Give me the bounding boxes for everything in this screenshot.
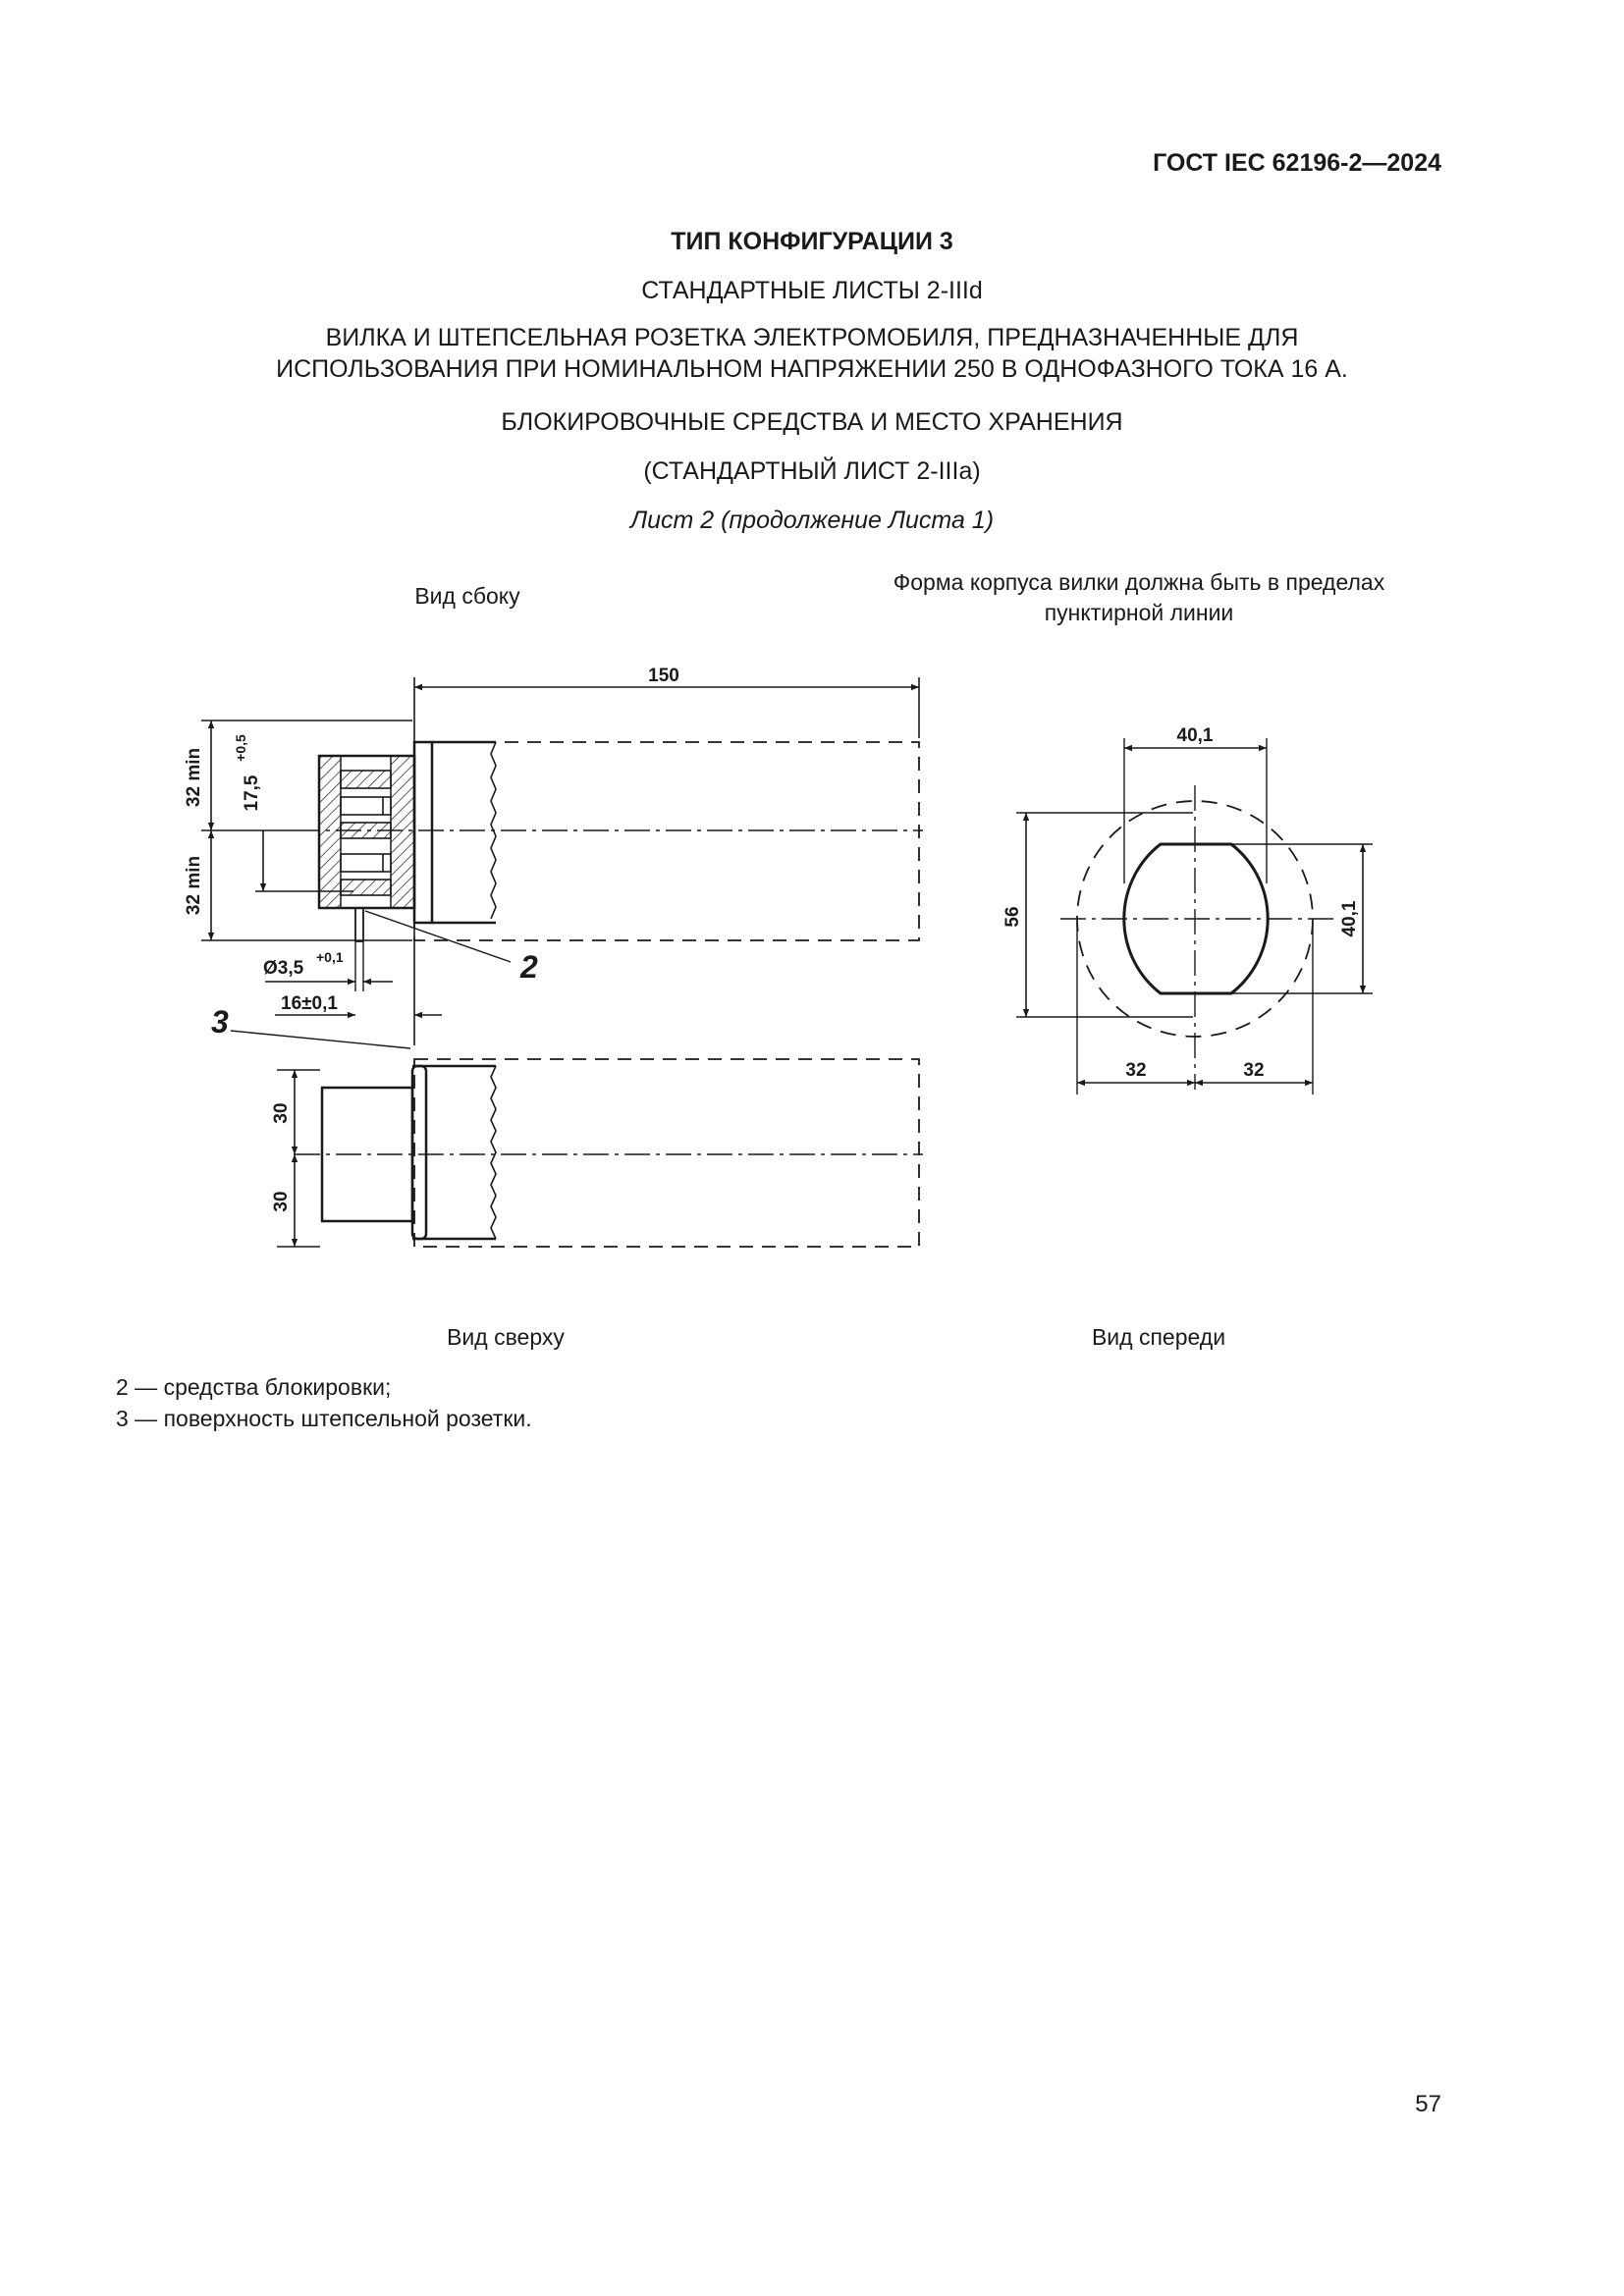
standard-sheets-title: СТАНДАРТНЫЕ ЛИСТЫ 2-IIId — [641, 277, 983, 304]
contact-pins — [341, 771, 391, 895]
dim-32min-top-label: 32 min — [184, 747, 204, 808]
dim-150-label: 150 — [648, 666, 679, 686]
shape-note-line2: пунктирной линии — [1044, 600, 1234, 625]
front-view-caption: Вид спереди — [1091, 1324, 1226, 1350]
legend-item-2: 2 — средства блокировки; — [116, 1374, 392, 1400]
callout-3-leader — [231, 1031, 410, 1048]
contact-hatch-left — [319, 756, 341, 908]
callout-2-leader — [365, 911, 511, 962]
locking-pin — [355, 908, 363, 941]
standard-header: ГОСТ IEC 62196-2—2024 — [1153, 149, 1441, 177]
dim-16-label: 16±0,1 — [281, 993, 338, 1014]
sheet-continuation: Лист 2 (продолжение Листа 1) — [629, 507, 995, 534]
page-number: 57 — [1415, 2091, 1441, 2117]
dim-40-1-right-label: 40,1 — [1339, 900, 1360, 937]
callout-3: 3 — [211, 1004, 229, 1040]
locking-means-title: БЛОКИРОВОЧНЫЕ СРЕДСТВА И МЕСТО ХРАНЕНИЯ — [501, 408, 1123, 436]
dim-32min-bot-label: 32 min — [184, 855, 204, 916]
product-description-line1: ВИЛКА И ШТЕПСЕЛЬНАЯ РОЗЕТКА ЭЛЕКТРОМОБИЛЯ, ПРЕДНАЗНАЧЕННЫЕ ДЛЯ — [325, 324, 1299, 351]
side-view-caption: Вид сбоку — [414, 583, 520, 609]
config-title: ТИП КОНФИГУРАЦИИ 3 — [671, 228, 953, 255]
dim-17-5-tolerance: +0,5 — [233, 734, 248, 762]
side-envelope-dashed — [414, 742, 919, 940]
top-view-caption: Вид сверху — [447, 1324, 565, 1350]
contact-hatch-right — [391, 756, 414, 908]
top-envelope-dashed — [414, 1059, 919, 1247]
dim-56-label: 56 — [1002, 906, 1023, 928]
dim-d3-5-label: Ø3,5 — [263, 958, 304, 979]
callout-2: 2 — [520, 949, 538, 985]
dim-30-bot-label: 30 — [271, 1191, 292, 1212]
front-view — [1016, 738, 1373, 1095]
product-description-line2: ИСПОЛЬЗОВАНИЯ ПРИ НОМИНАЛЬНОМ НАПРЯЖЕНИИ 250 В ОДНОФАЗНОГО ТОКА 16 А. — [276, 355, 1348, 383]
dim-30-top-label: 30 — [271, 1102, 292, 1124]
dim-40-1-top-label: 40,1 — [1176, 725, 1214, 746]
dim-32-left-label: 32 — [1125, 1060, 1147, 1081]
plug-front-face — [414, 742, 432, 923]
top-view — [277, 1059, 923, 1247]
standard-sheet-ref: (СТАНДАРТНЫЙ ЛИСТ 2-IIIa) — [643, 457, 981, 485]
dim-32-right-label: 32 — [1243, 1060, 1265, 1081]
legend-item-3: 3 — поверхность штепсельной розетки. — [116, 1406, 532, 1431]
dim-17-5-label: 17,5 — [242, 774, 262, 812]
plug-body-outline — [432, 742, 496, 923]
dim-d3-5-tolerance: +0,1 — [316, 949, 344, 965]
shape-note-line1: Форма корпуса вилки должна быть в пределах — [893, 569, 1385, 595]
